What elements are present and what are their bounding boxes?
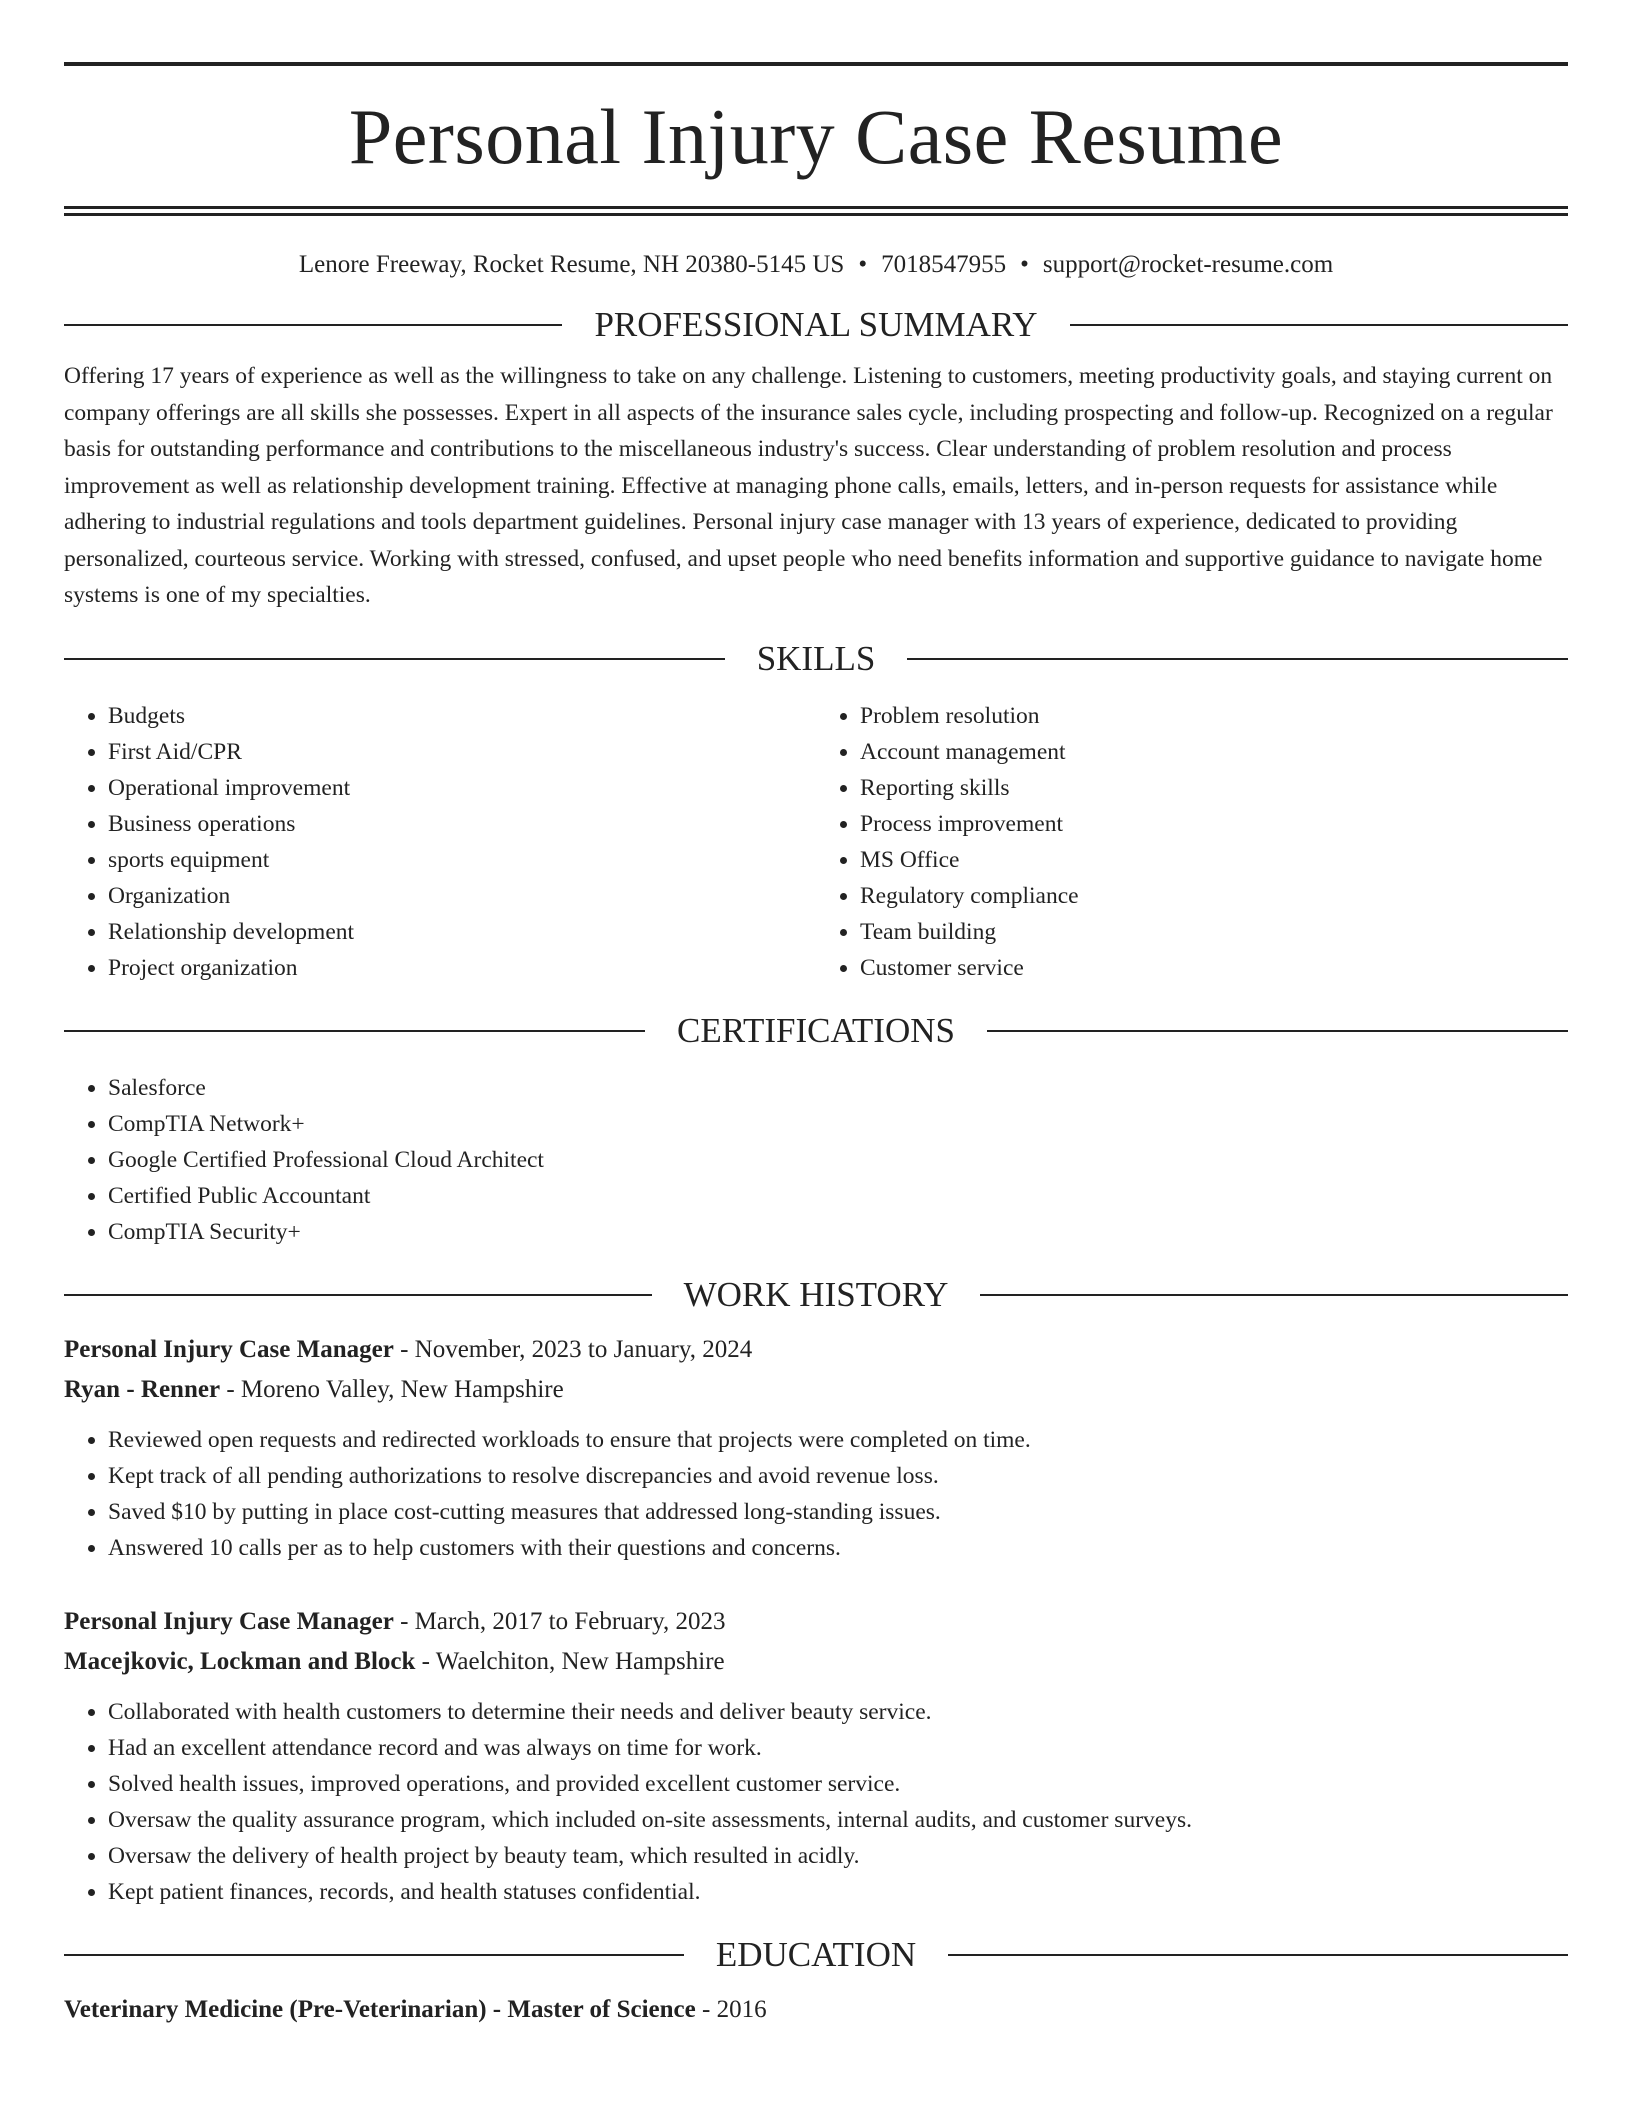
job-bullet: • Collaborated with health customers to determine their needs and deliver beauty service. <box>108 1694 1568 1730</box>
job-dates: - March, 2017 to February, 2023 <box>393 1607 726 1635</box>
job-bullet: • Kept track of all pending authorizations to resolve discrepancies and avoid revenue loss. <box>108 1458 1568 1494</box>
section-title: SKILLS <box>756 638 876 678</box>
job-title: Personal Injury Case Manager <box>64 1335 394 1363</box>
job-bullet: • Solved health issues, improved operations, and provided excellent customer service. <box>108 1766 1568 1802</box>
skill-item: • Regulatory compliance <box>860 878 1568 914</box>
job-title-line <box>64 1602 1568 1642</box>
top-rule <box>64 62 1568 66</box>
job-dates: - November, 2023 to January, 2024 <box>393 1335 753 1363</box>
section-heading-certifications <box>64 1010 1568 1052</box>
certification-item: • Salesforce <box>108 1070 1568 1106</box>
job-bullet: • Had an excellent attendance record and was always on time for work. <box>108 1730 1568 1766</box>
contact-email: support@rocket-resume.com <box>1042 251 1334 278</box>
skill-item: • Team building <box>860 914 1568 950</box>
skill-item: • Customer service <box>860 950 1568 986</box>
job-bullet: • Saved $10 by putting in place cost-cutting measures that addressed long-standing issues. <box>108 1494 1568 1530</box>
skill-item: • Organization <box>108 878 816 914</box>
heading-rule-right <box>980 1294 1568 1296</box>
heading-rule-left <box>64 324 562 326</box>
job-bullet: • Answered 10 calls per as to help customers with their questions and concerns. <box>108 1530 1568 1566</box>
section-title: EDUCATION <box>715 1934 917 1974</box>
job-entry <box>64 1602 1568 1910</box>
summary-paragraph: Offering 17 years of experience as well as the willingness to take on any challenge. Listening to customers, meeting productivity goals, and staying current on company offerings are all skills she possesses. Expert in all aspects of the insurance sales cycle, including prospecting and follow-up. Recognized on a regular basis for outstanding performance and contributions to the miscellaneous industry's success. Clear understanding of problem resolution and process improvement as well as relationship development training. Effective at managing phone calls, emails, letters, and in-person requests for assistance while adhering to industrial regulations and tools department guidelines. Personal injury case manager with 13 years of experience, dedicated to providing personalized, courteous service. Working with stressed, confused, and upset people who need benefits information and supportive guidance to navigate home systems is one of my specialties. <box>64 363 1553 608</box>
skill-item: • Account management <box>860 734 1568 770</box>
contact-line <box>64 250 1568 280</box>
skill-item: • sports equipment <box>108 842 816 878</box>
skills-list-right <box>816 692 1568 986</box>
skill-item: • Business operations <box>108 806 816 842</box>
contact-separator: • <box>858 251 868 278</box>
section-heading-summary <box>64 304 1568 346</box>
job-bullet: • Oversaw the delivery of health project by beauty team, which resulted in acidly. <box>108 1838 1568 1874</box>
job-location: - Moreno Valley, New Hampshire <box>220 1375 564 1403</box>
skill-item: • MS Office <box>860 842 1568 878</box>
heading-rule-right <box>987 1030 1568 1032</box>
certification-item: • CompTIA Security+ <box>108 1214 1568 1250</box>
section-title: PROFESSIONAL SUMMARY <box>594 305 1038 344</box>
contact-address: Lenore Freeway, Rocket Resume, NH 20380-5145 US <box>298 251 845 278</box>
heading-rule-left <box>64 1294 652 1296</box>
skill-item: • Project organization <box>108 950 816 986</box>
job-company-line <box>64 1642 1568 1682</box>
contact-separator: • <box>1020 251 1029 278</box>
certifications-list <box>64 1064 1568 1250</box>
job-bullet: • Kept patient finances, records, and health statuses confidential. <box>108 1874 1568 1910</box>
job-entry <box>64 1330 1568 1566</box>
certification-item: • Google Certified Professional Cloud Architect <box>108 1142 1568 1178</box>
job-title-line <box>64 1330 1568 1370</box>
section-title: WORK HISTORY <box>683 1274 949 1314</box>
page-title: Personal Injury Case Resume <box>348 93 1284 180</box>
job-bullet: • Oversaw the quality assurance program, which included on-site assessments, internal audits, and customer surveys. <box>108 1802 1568 1838</box>
job-bullets <box>64 1694 1568 1910</box>
section-heading-education <box>64 1934 1568 1976</box>
heading-rule-left <box>64 658 725 660</box>
certification-item: • Certified Public Accountant <box>108 1178 1568 1214</box>
skill-item: • Process improvement <box>860 806 1568 842</box>
section-title: CERTIFICATIONS <box>677 1010 955 1050</box>
education-degree: Veterinary Medicine (Pre-Veterinarian) - Master of Science <box>64 1995 696 2023</box>
title-double-rule <box>64 206 1568 216</box>
certification-item: • CompTIA Network+ <box>108 1106 1568 1142</box>
skill-item: • Operational improvement <box>108 770 816 806</box>
job-company: Ryan - Renner <box>64 1375 221 1403</box>
job-title: Personal Injury Case Manager <box>64 1607 394 1635</box>
heading-rule-right <box>907 658 1568 660</box>
heading-rule-right <box>1070 324 1568 326</box>
skill-item: • Budgets <box>108 698 816 734</box>
section-heading-work-history <box>64 1274 1568 1316</box>
job-company: Macejkovic, Lockman and Block <box>64 1647 416 1675</box>
skill-item: • Relationship development <box>108 914 816 950</box>
education-entry <box>64 1990 1568 2030</box>
section-heading-skills <box>64 638 1568 680</box>
heading-rule-right <box>948 1954 1568 1956</box>
skill-item: • Reporting skills <box>860 770 1568 806</box>
contact-phone: 7018547955 <box>881 251 1007 278</box>
job-bullet: • Reviewed open requests and redirected workloads to ensure that projects were completed on time. <box>108 1422 1568 1458</box>
skill-item: • Problem resolution <box>860 698 1568 734</box>
heading-rule-left <box>64 1030 645 1032</box>
job-bullets <box>64 1422 1568 1566</box>
skills-grid <box>64 692 1568 986</box>
education-year: - 2016 <box>695 1995 767 2023</box>
job-location: - Waelchiton, New Hampshire <box>415 1647 725 1675</box>
heading-rule-left <box>64 1954 684 1956</box>
job-company-line <box>64 1370 1568 1410</box>
skills-list-left <box>64 692 816 986</box>
skill-item: • First Aid/CPR <box>108 734 816 770</box>
